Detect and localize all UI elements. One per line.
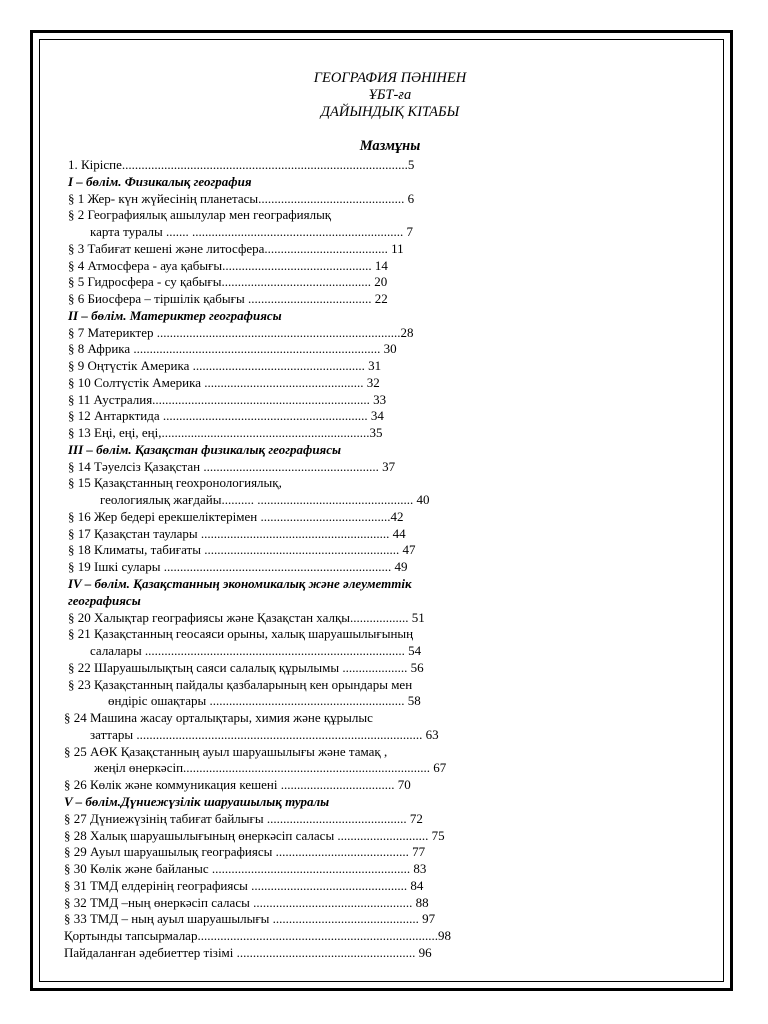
toc-entry: карта туралы ....... ................................................................. 7 <box>90 224 413 239</box>
toc-entry: § 29 Ауыл шаруашылық географиясы ......................................... 77 <box>64 844 426 859</box>
toc-entry: геологиялық жағдайы.......... ................................................ 40 <box>100 492 430 507</box>
toc-entry: § 6 Биосфера – тіршілік қабығы ...................................... 22 <box>68 291 388 306</box>
toc-entry: § 26 Көлік және коммуникация кешені ................................... 70 <box>64 777 411 792</box>
toc-section-heading: ІІІ – бөлім. Қазақстан физикалық географиясы <box>68 442 342 457</box>
toc-entry: § 14 Тәуелсіз Қазақстан ...................................................... 37 <box>68 459 396 474</box>
toc-entry: § 16 Жер бедері ерекшеліктерімен ........................................42 <box>68 509 404 524</box>
toc-entry: § 20 Халықтар географиясы және Қазақстан халқы.................. 51 <box>68 610 425 625</box>
toc-entry: § 18 Климаты, табиғаты ............................................................ 47 <box>68 542 416 557</box>
toc-section-heading: ІІ – бөлім. Материктер географиясы <box>68 308 282 323</box>
toc-entry: 1. Кіріспе........................................................................................5 <box>68 157 415 172</box>
toc-entry: § 2 Географиялық ашылулар мен географиялық <box>68 207 332 222</box>
toc-section-heading: географиясы <box>68 593 141 608</box>
toc-entry: § 1 Жер- күн жүйесінің планетасы............................................. 6 <box>68 191 415 206</box>
toc-entry: өндіріс ошақтары ............................................................ 58 <box>108 693 421 708</box>
title-line-2: ҰБТ-ға <box>368 87 412 103</box>
toc-entry: § 3 Табиғат кешені және литосфера...................................... 11 <box>68 241 404 256</box>
toc-entry: § 5 Гидросфера - су қабығы.............................................. 20 <box>68 274 388 289</box>
toc-section-heading: IV – бөлім. Қазақстанның экономикалық және әлеуметтік <box>68 576 412 591</box>
toc-entry: § 27 Дүниежүзінің табиғат байлығы ........................................... 72 <box>64 811 423 826</box>
toc-section-heading: V – бөлім.Дүниежүзілік шаруашылық туралы <box>64 794 330 809</box>
toc-entry: салалары ................................................................................ 54 <box>90 643 422 658</box>
toc-entry: жеңіл өнеркәсіп............................................................................ 67 <box>94 760 447 775</box>
toc-entry: Қортынды тапсырмалар..........................................................................98 <box>64 928 451 943</box>
toc-entry: § 19 Ішкі сулары ...................................................................... 49 <box>68 559 408 574</box>
toc-entry: § 7 Материктер ...........................................................................28 <box>68 325 414 340</box>
toc-entry: § 11 Аустралия................................................................... 33 <box>68 392 387 407</box>
toc-entry: § 28 Халық шаруашылығының өнеркәсіп саласы ............................ 75 <box>64 828 445 843</box>
toc-entry: § 23 Қазақстанның пайдалы қазбаларының кен орындары мен <box>68 677 413 692</box>
toc-entry: § 22 Шаруашылықтың саяси салалық құрылымы .................... 56 <box>68 660 424 675</box>
toc-entry: § 32 ТМД –ның өнеркәсіп саласы ................................................. 88 <box>64 895 429 910</box>
contents-heading: Мазмұны <box>359 138 421 154</box>
toc-entry: § 30 Көлік және байланыс ............................................................. 83 <box>64 861 427 876</box>
toc-entry: § 15 Қазақстанның геохронологиялық, <box>68 475 282 490</box>
toc-entry: § 13 Еңі, еңі, еңі,................................................................35 <box>68 425 383 440</box>
toc-section-heading: І – бөлім. Физикалық география <box>68 174 252 189</box>
toc-entry: § 12 Антарктида ............................................................... 34 <box>68 408 384 423</box>
toc-entry: § 31 ТМД елдерінің географиясы ................................................ 84 <box>64 878 424 893</box>
title-line-1: ГЕОГРАФИЯ ПӘНІНЕН <box>313 70 467 86</box>
toc-entry: заттары ........................................................................................ 63 <box>90 727 439 742</box>
toc-entry: § 17 Қазақстан таулары .......................................................... 44 <box>68 526 406 541</box>
toc-entry: § 24 Машина жасау орталықтары, химия және құрылыс <box>64 710 373 725</box>
toc-entry: § 8 Африка ............................................................................ 30 <box>68 341 397 356</box>
toc-entry: Пайдаланған әдебиеттер тізімі ....................................................... 96 <box>64 945 432 960</box>
toc-entry: § 33 ТМД – ның ауыл шаруашылығы ............................................. 97 <box>64 911 436 926</box>
toc-entry: § 9 Оңтүстік Америка ..................................................... 31 <box>68 358 382 373</box>
toc-entry: § 10 Солтүстік Америка ................................................. 32 <box>68 375 380 390</box>
toc-entry: § 4 Атмосфера - ауа қабығы.............................................. 14 <box>68 258 388 273</box>
toc-entry: § 25 АӨК Қазақстанның ауыл шаруашылығы және тамақ , <box>64 744 388 759</box>
toc-entry: § 21 Қазақстанның геосаяси орыны, халық шаруашылығының <box>68 626 414 641</box>
title-line-3: ДАЙЫНДЫҚ КІТАБЫ <box>320 104 460 120</box>
